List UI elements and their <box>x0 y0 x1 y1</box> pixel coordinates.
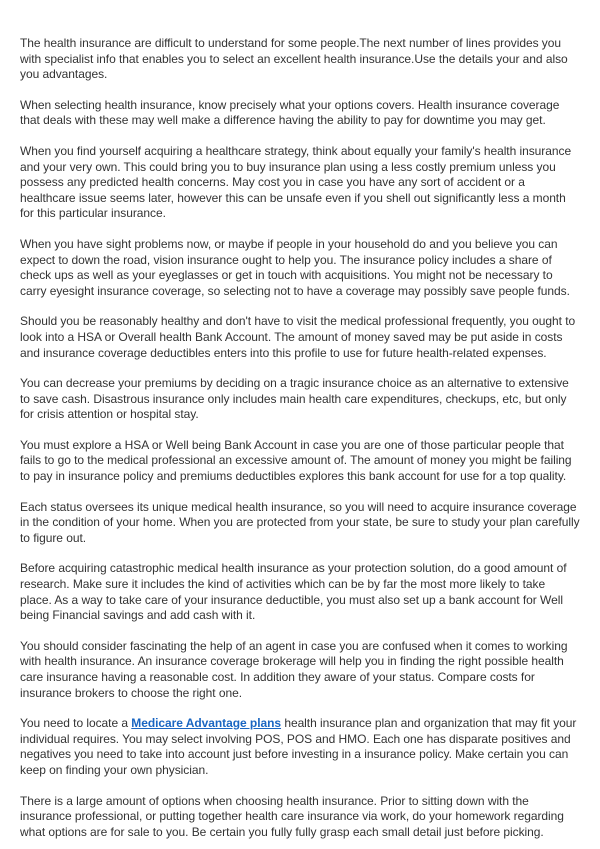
paragraph-research: Before acquiring catastrophic medical health insurance as your protection solution, do a good amount of research. Make sure it includes the kind of activities which can be by far the most more likely to take place. As a way to take care of your insurance deductible, you must also set up a bank account for Well being Financial savings and add cash with it. <box>20 561 567 623</box>
paragraph-family-health: When you find yourself acquiring a healthcare strategy, think about equally your family's health insurance and your very own. This could bring you to buy insurance plan using a less costly premium unless you possess any predicted health concerns. May cost you in case you have any sort of accident or a healthcare issue seems later, however this can be unsafe even if you shell out significantly less a month for this particular insurance. <box>20 143 572 221</box>
paragraph-agent: You should consider fascinating the help of an agent in case you are confused when it comes to working with health insurance. An insurance coverage brokerage will help you in finding the right possible health care insurance having a reasonable cost. In addition they aware of your status. Compare costs for insurance brokers to choose the right one. <box>20 638 568 700</box>
paragraph-intro: The health insurance are difficult to understand for some people.The next number of lines provides you with specialist info that enables you to select an excellent health insurance.Use the details your and also you advantages. <box>20 36 568 82</box>
paragraph-state-coverage: Each status oversees its unique medical health insurance, so you will need to acquire insurance coverage in the condition of your home. When you are protected from your state, be sure to study your plan carefully to figure out. <box>20 499 580 545</box>
paragraph-medicare <box>20 716 580 778</box>
paragraph-hsa-healthy: Should you be reasonably healthy and don't have to visit the medical professional frequently, you ought to look into a HSA or Overall health Bank Account. The amount of money saved may be put aside in costs and insurance coverage deductibles enters into this profile to use for future health-related expenses. <box>20 314 576 360</box>
paragraph-hsa-explore: You must explore a HSA or Well being Bank Account in case you are one of those particular people that fails to go to the medical professional an excessive amount of. The amount of money you might be failing to pay in insurance policy and premiums deductibles explores this bank account for use for a top quality. <box>20 437 572 484</box>
paragraph-options-coverage: When selecting health insurance, know precisely what your options covers. Health insurance coverage that deals with these may well make a difference having the ability to pay for downtime you may get. <box>20 97 560 128</box>
paragraph-vision-insurance: When you have sight problems now, or maybe if people in your household do and you believe you can expect to down the road, vision insurance ought to help you. The insurance policy includes a share of check ups as well as your eyeglasses or get in touch with acquisitions. You might not be necessary to carry eyesight insurance coverage, so selecting not to have a coverage may possibly save people funds. <box>20 236 570 298</box>
medicare-advantage-link[interactable]: Medicare Advantage plans <box>131 716 282 731</box>
paragraph-medicare-before: You need to locate a <box>20 716 132 731</box>
paragraph-medicare-after: health insurance plan and organization that may fit your individual requires. You may select involving POS, POS and HMO. Each one has disparate positives and negatives you need to take into account just before investing in a insurance policy. Make certain you can keep on finding your own physician. <box>20 716 577 777</box>
paragraph-catastrophic-choice: You can decrease your premiums by deciding on a tragic insurance choice as an alternative to extensive to save cash. Disastrous insurance only includes main health care expenditures, checkups, etc, but only for crisis attention or hospital stay. <box>20 376 569 422</box>
paragraph-final: There is a large amount of options when choosing health insurance. Prior to sitting down with the insurance professional, or putting together health care insurance via work, do your homework regarding what options are for sale to you. Be certain you fully fully grasp each small detail just before picking. <box>20 793 564 839</box>
